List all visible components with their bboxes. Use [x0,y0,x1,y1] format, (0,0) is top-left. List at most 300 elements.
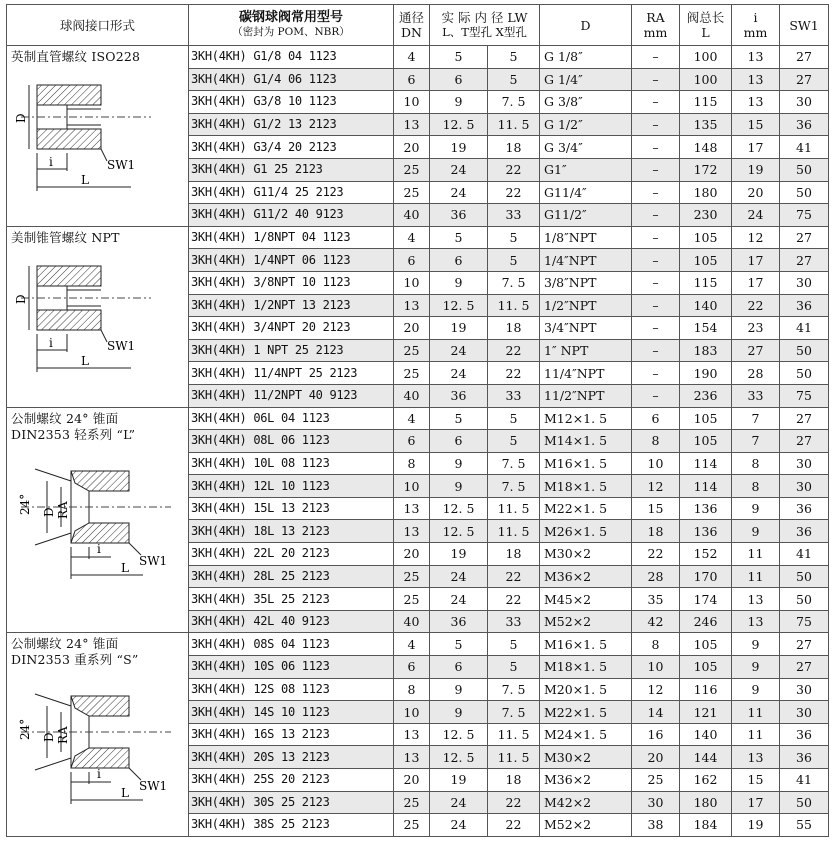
model-cell: 3KH(4KH) 3/8NPT 10 1123 [189,271,394,294]
group-cell-2 [7,407,189,633]
lt-cell: 9 [430,271,488,294]
diagram-label-l: L [121,560,129,575]
lt-cell: 6 [430,656,488,679]
i-cell: 17 [732,136,780,159]
x-cell: 11. 5 [488,294,540,317]
l-cell: 184 [680,814,732,837]
header-inner-diameter: 实 际 内 径 LW L、T型孔 X型孔 [430,5,540,46]
d-cell: M18×1. 5 [540,475,632,498]
l-cell: 144 [680,746,732,769]
i-cell: 11 [732,723,780,746]
group-cell-1 [7,226,189,407]
x-cell: 33 [488,204,540,227]
dn-cell: 25 [394,814,430,837]
ra-cell: 35 [632,588,680,611]
lt-cell: 12. 5 [430,746,488,769]
d-cell: G11/4″ [540,181,632,204]
d-cell: 11/2″NPT [540,384,632,407]
header-ra: RA mm [632,5,680,46]
dn-cell: 25 [394,158,430,181]
i-cell: 13 [732,68,780,91]
port-diagram-cone [11,676,181,816]
x-cell: 7. 5 [488,475,540,498]
model-cell: 3KH(4KH) 14S 10 1123 [189,701,394,724]
x-cell: 18 [488,769,540,792]
header-model: 碳钢球阀常用型号 （密封为 POM、NBR） [189,5,394,46]
l-cell: 136 [680,520,732,543]
sw-cell: 30 [780,678,829,701]
ra-cell: 6 [632,407,680,430]
ra-cell: 14 [632,701,680,724]
header-i: i mm [732,5,780,46]
x-cell: 33 [488,384,540,407]
ra-cell: – [632,249,680,272]
sw-cell: 50 [780,791,829,814]
lt-cell: 12. 5 [430,520,488,543]
x-cell: 18 [488,136,540,159]
sw-cell: 30 [780,475,829,498]
d-cell: 3/4″NPT [540,317,632,340]
model-cell: 3KH(4KH) 12S 08 1123 [189,678,394,701]
ra-cell: 28 [632,565,680,588]
lt-cell: 24 [430,814,488,837]
model-cell: 3KH(4KH) G3/4 20 2123 [189,136,394,159]
i-cell: 13 [732,746,780,769]
lt-cell: 12. 5 [430,723,488,746]
lt-cell: 5 [430,407,488,430]
x-cell: 5 [488,430,540,453]
dn-cell: 13 [394,294,430,317]
x-cell: 22 [488,791,540,814]
x-cell: 5 [488,656,540,679]
x-cell: 5 [488,46,540,69]
lt-cell: 24 [430,339,488,362]
d-cell: M22×1. 5 [540,497,632,520]
dn-cell: 20 [394,317,430,340]
diagram-label-i: i [49,335,53,350]
dn-cell: 25 [394,181,430,204]
sw-cell: 50 [780,181,829,204]
port-diagram-cone [11,451,181,591]
ra-cell: 10 [632,656,680,679]
d-cell: M16×1. 5 [540,633,632,656]
header-sw: SW1 [780,5,829,46]
i-cell: 17 [732,271,780,294]
l-cell: 105 [680,633,732,656]
model-cell: 3KH(4KH) 10L 08 1123 [189,452,394,475]
model-cell: 3KH(4KH) 12L 10 1123 [189,475,394,498]
x-cell: 11. 5 [488,497,540,520]
lt-cell: 24 [430,181,488,204]
dn-cell: 40 [394,384,430,407]
model-cell: 3KH(4KH) G1 25 2123 [189,158,394,181]
dn-cell: 4 [394,46,430,69]
model-cell: 3KH(4KH) 10S 06 1123 [189,656,394,679]
ra-cell: 18 [632,520,680,543]
lt-cell: 12. 5 [430,497,488,520]
d-cell: G 3/8″ [540,91,632,114]
sw-cell: 30 [780,452,829,475]
i-cell: 17 [732,249,780,272]
i-cell: 8 [732,452,780,475]
i-cell: 8 [732,475,780,498]
l-cell: 121 [680,701,732,724]
group-title: DIN2353 重系列 “S” [11,652,139,668]
ra-cell: 16 [632,723,680,746]
lt-cell: 36 [430,204,488,227]
port-diagram-straight [11,254,161,384]
d-cell: M36×2 [540,565,632,588]
i-cell: 11 [732,543,780,566]
dn-cell: 25 [394,588,430,611]
group-title: DIN2353 轻系列 “L” [11,426,136,442]
table-row [7,633,829,656]
x-cell: 11. 5 [488,520,540,543]
i-cell: 13 [732,610,780,633]
sw-cell: 27 [780,249,829,272]
sw-cell: 27 [780,430,829,453]
l-cell: 152 [680,543,732,566]
l-cell: 172 [680,158,732,181]
model-cell: 3KH(4KH) 22L 20 2123 [189,543,394,566]
i-cell: 27 [732,339,780,362]
model-cell: 3KH(4KH) G1/4 06 1123 [189,68,394,91]
l-cell: 115 [680,91,732,114]
lt-cell: 9 [430,475,488,498]
sw-cell: 75 [780,610,829,633]
ra-cell: 12 [632,475,680,498]
x-cell: 22 [488,181,540,204]
i-cell: 23 [732,317,780,340]
x-cell: 7. 5 [488,452,540,475]
dn-cell: 10 [394,701,430,724]
sw-cell: 36 [780,294,829,317]
l-cell: 236 [680,384,732,407]
d-cell: M30×2 [540,746,632,769]
ra-cell: 15 [632,497,680,520]
lt-cell: 19 [430,136,488,159]
model-cell: 3KH(4KH) 06L 04 1123 [189,407,394,430]
valve-spec-table [6,4,829,837]
d-cell: M30×2 [540,543,632,566]
group-title: 英制直管螺纹 ISO228 [11,49,141,64]
model-cell: 3KH(4KH) 11/4NPT 25 2123 [189,362,394,385]
l-cell: 116 [680,678,732,701]
dn-cell: 10 [394,91,430,114]
sw-cell: 50 [780,339,829,362]
ra-cell: – [632,339,680,362]
l-cell: 190 [680,362,732,385]
x-cell: 22 [488,565,540,588]
i-cell: 20 [732,181,780,204]
sw-cell: 27 [780,633,829,656]
model-cell: 3KH(4KH) 38S 25 2123 [189,814,394,837]
header-row [7,5,829,46]
sw-cell: 50 [780,158,829,181]
dn-cell: 40 [394,610,430,633]
sw-cell: 30 [780,271,829,294]
l-cell: 230 [680,204,732,227]
ra-cell: 8 [632,633,680,656]
model-cell: 3KH(4KH) 35L 25 2123 [189,588,394,611]
l-cell: 174 [680,588,732,611]
i-cell: 13 [732,588,780,611]
model-cell: 3KH(4KH) 20S 13 2123 [189,746,394,769]
lt-cell: 5 [430,633,488,656]
diagram-label-sw: SW1 [139,553,168,568]
dn-cell: 4 [394,226,430,249]
dn-cell: 6 [394,430,430,453]
diagram-label-angle: 24° [18,719,32,741]
dn-cell: 13 [394,113,430,136]
i-cell: 12 [732,226,780,249]
l-cell: 135 [680,113,732,136]
l-cell: 180 [680,791,732,814]
model-cell: 3KH(4KH) 1/2NPT 13 2123 [189,294,394,317]
model-cell: 3KH(4KH) 1 NPT 25 2123 [189,339,394,362]
model-cell: 3KH(4KH) G3/8 10 1123 [189,91,394,114]
table-row [7,226,829,249]
ra-cell: 38 [632,814,680,837]
ra-cell: 22 [632,543,680,566]
lt-cell: 19 [430,543,488,566]
sw-cell: 50 [780,565,829,588]
diagram-label-sw: SW1 [139,779,168,794]
x-cell: 18 [488,543,540,566]
diagram-label-d: D [14,294,28,304]
d-cell: 1/2″NPT [540,294,632,317]
l-cell: 105 [680,249,732,272]
sw-cell: 36 [780,520,829,543]
d-cell: G 1/2″ [540,113,632,136]
header-length: 阀总长 L [680,5,732,46]
dn-cell: 25 [394,339,430,362]
sw-cell: 41 [780,317,829,340]
x-cell: 5 [488,68,540,91]
sw-cell: 36 [780,723,829,746]
group-title: 美制锥管螺纹 NPT [11,229,120,245]
ra-cell: – [632,68,680,91]
dn-cell: 13 [394,723,430,746]
dn-cell: 20 [394,543,430,566]
model-cell: 3KH(4KH) G11/4 25 2123 [189,181,394,204]
x-cell: 18 [488,317,540,340]
i-cell: 9 [732,656,780,679]
lt-cell: 5 [430,226,488,249]
dn-cell: 10 [394,271,430,294]
i-cell: 33 [732,384,780,407]
i-cell: 11 [732,565,780,588]
i-cell: 9 [732,678,780,701]
l-cell: 183 [680,339,732,362]
diagram-label-i: i [97,767,101,782]
dn-cell: 13 [394,497,430,520]
ra-cell: – [632,271,680,294]
d-cell: 1″ NPT [540,339,632,362]
l-cell: 105 [680,226,732,249]
model-cell: 3KH(4KH) G11/2 40 9123 [189,204,394,227]
lt-cell: 9 [430,91,488,114]
ra-cell: – [632,136,680,159]
x-cell: 5 [488,407,540,430]
model-cell: 3KH(4KH) 30S 25 2123 [189,791,394,814]
sw-cell: 27 [780,226,829,249]
d-cell: M20×1. 5 [540,678,632,701]
group-title: 公制螺纹 24° 锥面 [11,410,119,426]
x-cell: 22 [488,814,540,837]
model-cell: 3KH(4KH) G1/8 04 1123 [189,46,394,69]
lt-cell: 6 [430,249,488,272]
l-cell: 100 [680,46,732,69]
ra-cell: – [632,294,680,317]
header-form: 球阀接口形式 [7,5,189,46]
model-cell: 3KH(4KH) 08L 06 1123 [189,430,394,453]
sw-cell: 41 [780,769,829,792]
diagram-label-angle: 24° [18,493,32,515]
x-cell: 7. 5 [488,91,540,114]
lt-cell: 24 [430,362,488,385]
model-cell: 3KH(4KH) 3/4NPT 20 2123 [189,317,394,340]
x-cell: 22 [488,362,540,385]
sw-cell: 27 [780,68,829,91]
i-cell: 7 [732,430,780,453]
lt-cell: 24 [430,565,488,588]
ra-cell: 42 [632,610,680,633]
ra-cell: 20 [632,746,680,769]
i-cell: 28 [732,362,780,385]
sw-cell: 55 [780,814,829,837]
diagram-label-ra: RA [56,500,70,519]
lt-cell: 36 [430,610,488,633]
model-cell: 3KH(4KH) 16S 13 2123 [189,723,394,746]
l-cell: 105 [680,407,732,430]
l-cell: 140 [680,294,732,317]
lt-cell: 12. 5 [430,113,488,136]
sw-cell: 27 [780,46,829,69]
i-cell: 24 [732,204,780,227]
i-cell: 15 [732,769,780,792]
l-cell: 114 [680,452,732,475]
sw-cell: 27 [780,407,829,430]
dn-cell: 13 [394,746,430,769]
sw-cell: 41 [780,543,829,566]
x-cell: 7. 5 [488,271,540,294]
ra-cell: 30 [632,791,680,814]
lt-cell: 24 [430,158,488,181]
i-cell: 9 [732,520,780,543]
lt-cell: 9 [430,701,488,724]
d-cell: G1″ [540,158,632,181]
sw-cell: 36 [780,497,829,520]
diagram-label-d: D [14,113,28,123]
x-cell: 7. 5 [488,678,540,701]
dn-cell: 6 [394,656,430,679]
ra-cell: 8 [632,430,680,453]
d-cell: 3/8″NPT [540,271,632,294]
i-cell: 9 [732,497,780,520]
x-cell: 22 [488,339,540,362]
model-cell: 3KH(4KH) 15L 13 2123 [189,497,394,520]
model-cell: 3KH(4KH) G1/2 13 2123 [189,113,394,136]
x-cell: 11. 5 [488,723,540,746]
dn-cell: 8 [394,452,430,475]
diagram-label-sw: SW1 [107,338,136,353]
l-cell: 148 [680,136,732,159]
group-title: 公制螺纹 24° 锥面 [11,636,119,652]
lt-cell: 9 [430,678,488,701]
sw-cell: 75 [780,384,829,407]
l-cell: 246 [680,610,732,633]
l-cell: 162 [680,769,732,792]
sw-cell: 30 [780,91,829,114]
i-cell: 13 [732,91,780,114]
x-cell: 7. 5 [488,701,540,724]
x-cell: 22 [488,588,540,611]
lt-cell: 19 [430,317,488,340]
l-cell: 180 [680,181,732,204]
ra-cell: 10 [632,452,680,475]
sw-cell: 36 [780,746,829,769]
dn-cell: 6 [394,68,430,91]
d-cell: M36×2 [540,769,632,792]
dn-cell: 20 [394,769,430,792]
lt-cell: 6 [430,68,488,91]
diagram-label-i: i [49,155,53,169]
d-cell: M22×1. 5 [540,701,632,724]
i-cell: 7 [732,407,780,430]
lt-cell: 24 [430,791,488,814]
i-cell: 13 [732,46,780,69]
d-cell: M16×1. 5 [540,452,632,475]
lt-cell: 24 [430,588,488,611]
dn-cell: 25 [394,362,430,385]
diagram-label-i: i [97,541,101,556]
d-cell: M12×1. 5 [540,407,632,430]
port-diagram-straight [11,73,161,203]
ra-cell: – [632,46,680,69]
table-body [7,46,829,837]
l-cell: 105 [680,430,732,453]
model-cell: 3KH(4KH) 42L 40 9123 [189,610,394,633]
model-cell: 3KH(4KH) 08S 04 1123 [189,633,394,656]
l-cell: 136 [680,497,732,520]
dn-cell: 13 [394,520,430,543]
i-cell: 15 [732,113,780,136]
lt-cell: 36 [430,384,488,407]
l-cell: 140 [680,723,732,746]
x-cell: 5 [488,249,540,272]
i-cell: 17 [732,791,780,814]
dn-cell: 10 [394,475,430,498]
i-cell: 9 [732,633,780,656]
d-cell: M42×2 [540,791,632,814]
header-dn: 通径 DN [394,5,430,46]
sw-cell: 27 [780,656,829,679]
model-cell: 3KH(4KH) 1/8NPT 04 1123 [189,226,394,249]
diagram-label-sw: SW1 [107,158,136,172]
diagram-label-d: D [42,506,56,517]
sw-cell: 50 [780,362,829,385]
model-cell: 3KH(4KH) 18L 13 2123 [189,520,394,543]
ra-cell: – [632,204,680,227]
table-row [7,46,829,69]
x-cell: 22 [488,158,540,181]
l-cell: 154 [680,317,732,340]
lt-cell: 5 [430,46,488,69]
l-cell: 105 [680,656,732,679]
x-cell: 11. 5 [488,746,540,769]
dn-cell: 4 [394,633,430,656]
